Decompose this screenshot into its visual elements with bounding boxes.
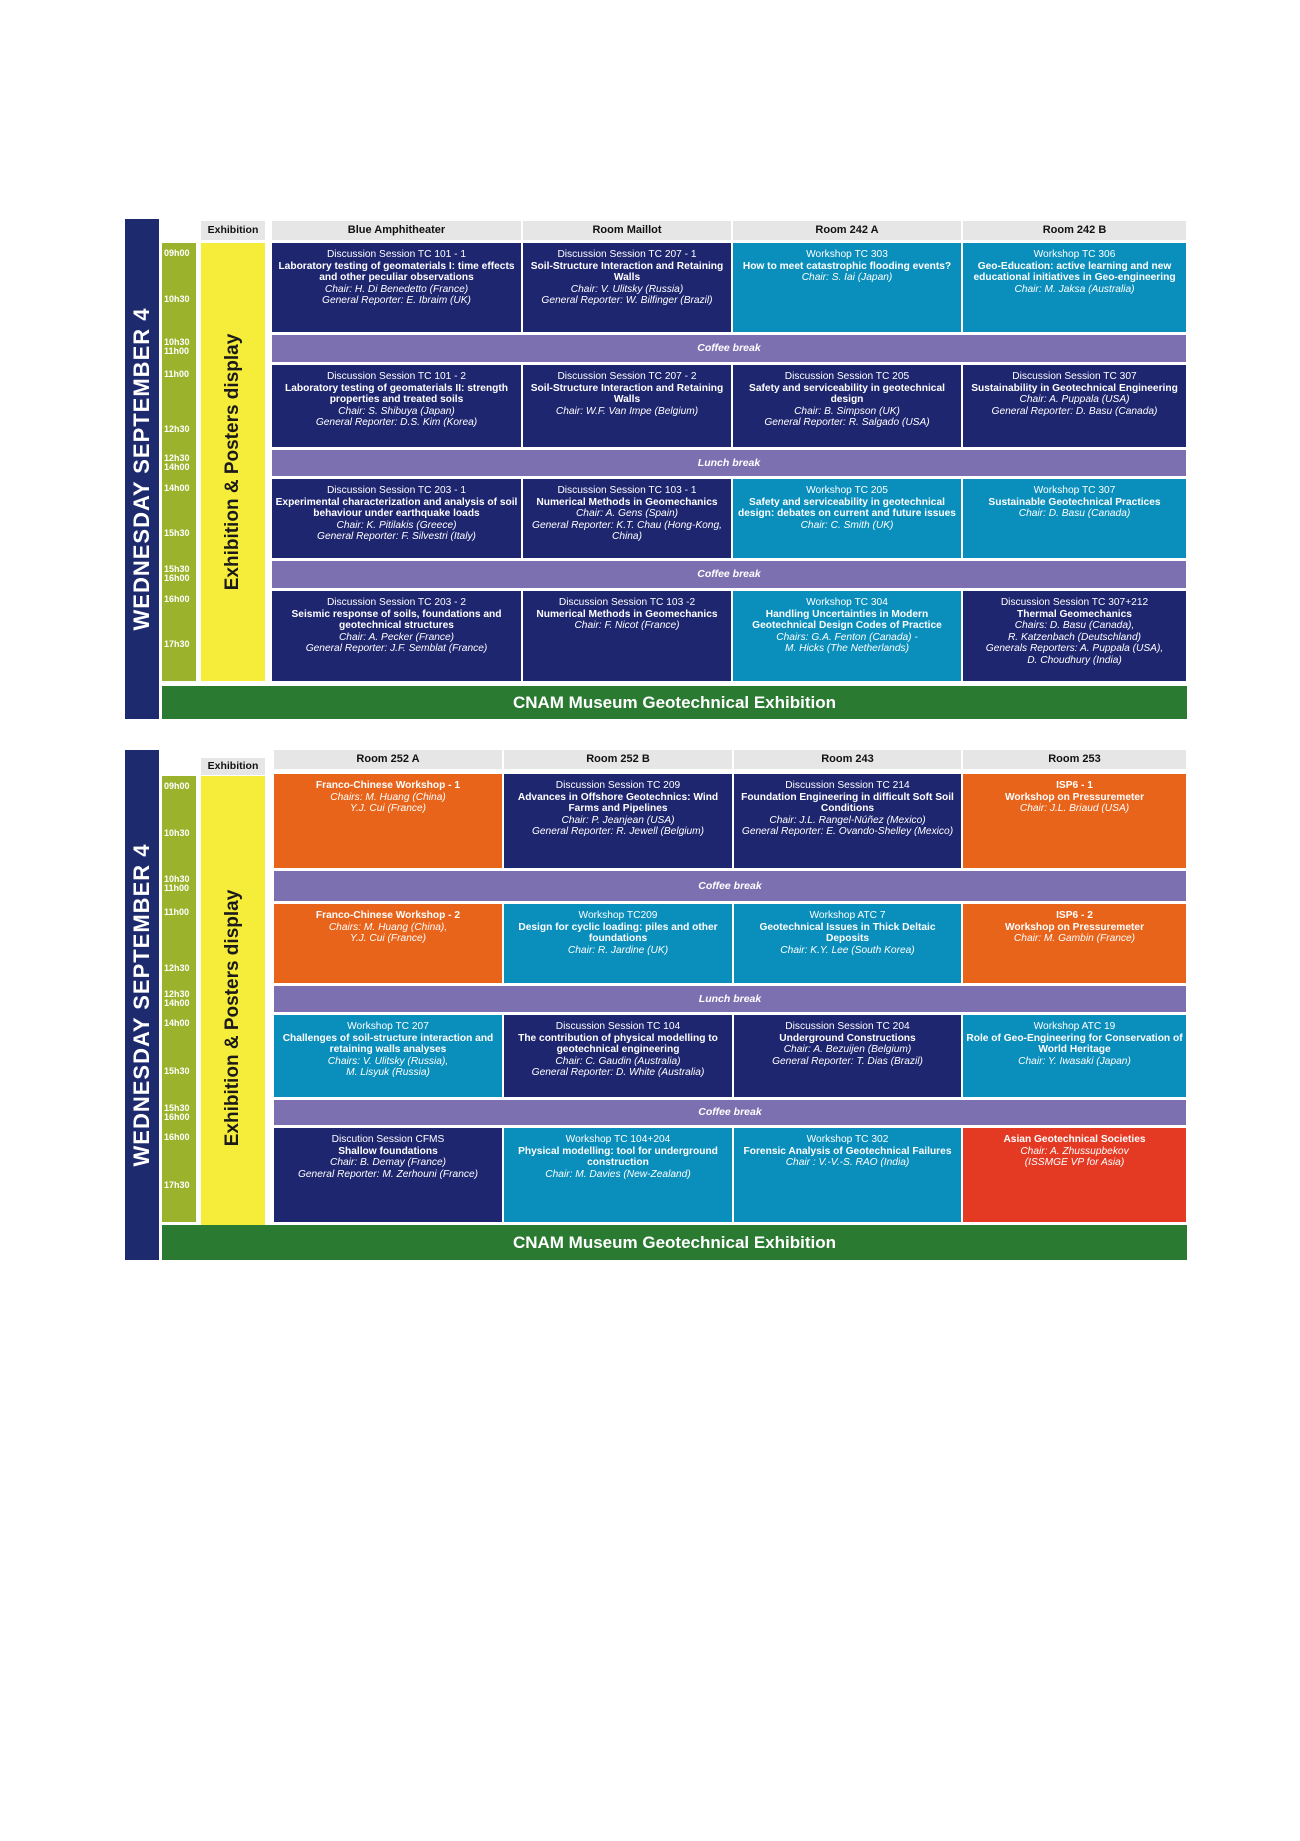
session-cell[interactable] [734, 1015, 961, 1097]
session-title: Workshop TC 104+204 [565, 1134, 671, 1145]
session-topic: Safety and serviceability in geotechnical design [749, 382, 945, 406]
session-chairs: Chairs: M. Huang (China), Y.J. Cui (France) [328, 921, 448, 945]
time-label: 11h00 [164, 883, 190, 893]
session-chairs: Chair: A. Gens (Spain) General Reporter: K.T. Chau (Hong-Kong, China) [532, 508, 722, 543]
session-cell[interactable] [523, 591, 731, 681]
session-cell[interactable] [274, 1128, 502, 1222]
session-chairs: Chair: V. Ulitsky (Russia) General Reporter: W. Bilfinger (Brazil) [541, 283, 713, 307]
day-title: WEDNESDAY SEPTEMBER 4 [129, 843, 154, 1167]
session-topic: Numerical Methods in Geomechanics [536, 608, 718, 620]
session-title: Discussion Session TC 204 [785, 1021, 910, 1032]
session-cell[interactable] [963, 243, 1186, 332]
session-title: Franco-Chinese Workshop - 2 [315, 910, 461, 921]
session-cell[interactable] [272, 243, 521, 332]
time-label: 12h30 [164, 424, 190, 434]
session-title: Discussion Session TC 104 [555, 1021, 681, 1032]
coffee-break-bar: Coffee break [274, 1100, 1186, 1125]
room-header: Room 253 [963, 750, 1186, 769]
time-label: 11h00 [164, 369, 190, 379]
session-title: Discussion Session TC 307+212 [1000, 597, 1149, 608]
session-cell[interactable] [272, 479, 521, 558]
exhibition-footer: CNAM Museum Geotechnical Exhibition [162, 1225, 1187, 1260]
session-topic: Design for cyclic loading: piles and other foundations [518, 921, 718, 945]
session-chairs: Chair: C. Gaudin (Australia) General Reporter: D. White (Australia) [531, 1055, 705, 1079]
time-label: 14h00 [164, 998, 190, 1008]
time-column [162, 776, 196, 1222]
session-chairs: Chair: B. Demay (France) General Reporter: M. Zerhouni (France) [297, 1157, 479, 1180]
session-cell[interactable] [523, 243, 731, 332]
session-cell[interactable] [963, 774, 1186, 868]
session-chairs: Chair: J.L. Rangel-Núñez (Mexico) General Reporter: E. Ovando-Shelley (Mexico) [741, 814, 954, 838]
room-header: Room Maillot [523, 221, 731, 240]
session-cell[interactable] [272, 365, 521, 447]
session-chairs: Chair: S. Shibuya (Japan) General Reporter: D.S. Kim (Korea) [315, 405, 478, 429]
session-chairs: Chair: B. Simpson (UK) General Reporter: R. Salgado (USA) [764, 405, 930, 429]
session-topic: Asian Geotechnical Societies [1003, 1134, 1146, 1145]
session-title: Discussion Session TC 205 [784, 371, 910, 382]
session-title: Discussion Session TC 209 [555, 780, 681, 791]
time-label: 16h00 [164, 573, 190, 583]
exhibition-column [201, 243, 265, 681]
session-chairs: Chair: A. Pecker (France) General Reporter: J.F. Semblat (France) [305, 631, 488, 655]
session-cell[interactable] [963, 1015, 1186, 1097]
schedule-room-group-2 [125, 750, 1187, 1260]
session-topic: How to meet catastrophic flooding events? [742, 260, 952, 272]
session-topic: Soil-Structure Interaction and Retaining Walls [530, 382, 724, 406]
session-topic: Laboratory testing of geomaterials II: strength properties and treated soils [284, 382, 509, 406]
time-label: 12h30 [164, 963, 190, 973]
time-label: 10h30 [164, 874, 190, 884]
time-label: 12h30 [164, 453, 190, 463]
room-header: Room 252 A [274, 750, 502, 769]
session-topic: Geotechnical Issues in Thick Deltaic Deposits [759, 921, 936, 945]
session-cell[interactable] [733, 591, 961, 681]
session-topic: The contribution of physical modelling to geotechnical engineering [518, 1032, 718, 1056]
time-label: 10h30 [164, 337, 190, 347]
session-topic: Seismic response of soils, foundations and geotechnical structures [291, 608, 502, 632]
time-label: 16h00 [164, 594, 190, 604]
session-title: Workshop TC 205 [806, 485, 888, 496]
session-cell[interactable] [963, 591, 1186, 681]
session-title: Discution Session CFMS [331, 1134, 445, 1145]
session-title: Workshop ATC 19 [1033, 1021, 1116, 1032]
session-topic: Role of Geo-Engineering for Conservation of World Heritage [966, 1032, 1183, 1056]
session-title: Discussion Session TC 214 [785, 780, 910, 791]
session-chairs: Chair: D. Basu (Canada) [1018, 508, 1131, 520]
time-label: 14h00 [164, 462, 190, 472]
session-cell[interactable] [733, 243, 961, 332]
time-label: 09h00 [164, 248, 190, 258]
session-chairs: Chair: Y. Iwasaki (Japan) [1018, 1055, 1131, 1067]
exhibition-header: Exhibition [201, 221, 265, 240]
exhibition-column [201, 776, 265, 1260]
session-chairs: Chair: R. Jardine (UK) [567, 944, 669, 956]
session-chairs: Chair: A. Zhussupbekov (ISSMGE VP for Asia) [1020, 1145, 1129, 1169]
session-cell[interactable] [734, 1128, 961, 1222]
session-title: Workshop TC209 [578, 910, 658, 921]
session-chairs: Chair: A. Puppala (USA) General Reporter: D. Basu (Canada) [991, 394, 1158, 417]
session-title: Discussion Session TC 103 - 1 [557, 485, 697, 496]
session-chairs: Chair : V.-V.-S. RAO (India) [785, 1157, 910, 1169]
time-column [162, 243, 196, 681]
session-cell[interactable] [733, 365, 961, 447]
session-cell[interactable] [504, 1015, 732, 1097]
session-topic: Workshop on Pressuremeter [1004, 791, 1145, 803]
session-topic: Geo-Education: active learning and new educational initiatives in Geo-engineering [973, 260, 1176, 284]
session-topic: Advances in Offshore Geotechnics: Wind Farms and Pipelines [517, 791, 719, 815]
session-title: Franco-Chinese Workshop - 1 [315, 780, 461, 791]
session-cell[interactable] [272, 591, 521, 681]
session-topic: Underground Constructions [779, 1032, 916, 1044]
session-topic: Handling Uncertainties in Modern Geotechnical Design Codes of Practice [752, 608, 942, 632]
session-chairs: Chair: M. Gambin (France) [1013, 933, 1136, 945]
session-cell[interactable] [523, 365, 731, 447]
coffee-break-bar: Coffee break [274, 871, 1186, 901]
coffee-break-bar: Coffee break [272, 335, 1186, 362]
session-title: Workshop TC 303 [806, 249, 888, 260]
session-chairs: Chair: J.L. Briaud (USA) [1019, 803, 1130, 815]
exhibition-label: Exhibition & Posters display [222, 333, 243, 591]
session-cell[interactable] [523, 479, 731, 558]
time-label: 15h30 [164, 528, 190, 538]
time-label: 10h30 [164, 294, 190, 304]
session-chairs: Chair: S. Iai (Japan) [801, 272, 893, 284]
time-label: 09h00 [164, 781, 190, 791]
session-cell[interactable] [963, 479, 1186, 558]
time-label: 15h30 [164, 1103, 190, 1113]
session-cell[interactable] [274, 904, 502, 983]
session-chairs: Chairs: M. Huang (China) Y.J. Cui (France) [330, 791, 446, 815]
session-title: Discussion Session TC 101 - 2 [326, 371, 467, 382]
time-label: 16h00 [164, 1132, 190, 1142]
session-chairs: Chair: F. Nicot (France) [574, 620, 680, 632]
lunch-break-bar: Lunch break [274, 986, 1186, 1012]
session-title: ISP6 - 2 [1056, 910, 1093, 921]
session-topic: Shallow foundations [338, 1145, 438, 1157]
session-chairs: Chair: K. Pitilakis (Greece) General Reporter: F. Silvestri (Italy) [317, 519, 476, 543]
time-label: 14h00 [164, 1018, 190, 1028]
day-title: WEDNESDAY SEPTEMBER 4 [129, 307, 154, 631]
time-label: 15h30 [164, 564, 190, 574]
session-chairs: Chairs: G.A. Fenton (Canada) - M. Hicks (The Netherlands) [776, 631, 918, 655]
session-topic: Numerical Methods in Geomechanics [536, 496, 718, 508]
day-bar [125, 750, 159, 1260]
time-label: 16h00 [164, 1112, 190, 1122]
session-topic: Forensic Analysis of Geotechnical Failures [743, 1145, 952, 1157]
session-cell[interactable] [504, 1128, 732, 1222]
session-topic: Experimental characterization and analysis of soil behaviour under earthquake loads [275, 496, 518, 520]
session-cell[interactable] [734, 774, 961, 868]
session-topic: Sustainable Geotechnical Practices [988, 496, 1161, 508]
session-topic: Sustainability in Geotechnical Engineering [971, 382, 1178, 394]
session-cell[interactable] [274, 1015, 502, 1097]
room-header: Blue Amphitheater [272, 221, 521, 240]
coffee-break-bar: Coffee break [272, 561, 1186, 588]
session-cell[interactable] [963, 904, 1186, 983]
session-chairs: Chair: K.Y. Lee (South Korea) [780, 944, 915, 956]
session-title: Discussion Session TC 207 - 1 [557, 249, 697, 260]
room-header: Room 242 B [963, 221, 1186, 240]
session-cell[interactable] [734, 904, 961, 983]
session-cell[interactable] [733, 479, 961, 558]
time-label: 12h30 [164, 989, 190, 999]
session-title: Discussion Session TC 207 - 2 [557, 371, 697, 382]
session-chairs: Chair: M. Jaksa (Australia) [1014, 283, 1135, 295]
time-label: 11h00 [164, 907, 190, 917]
session-title: Workshop ATC 7 [809, 910, 886, 921]
session-topic: Workshop on Pressuremeter [1004, 921, 1145, 933]
session-chairs: Chair: A. Bezuijen (Belgium) General Reporter: T. Dias (Brazil) [772, 1044, 923, 1067]
day-bar [125, 219, 159, 719]
session-chairs: Chair: P. Jeanjean (USA) General Reporter: R. Jewell (Belgium) [531, 814, 705, 838]
session-topic: Physical modelling: tool for underground construction [518, 1145, 718, 1169]
session-topic: Foundation Engineering in difficult Soft Soil Conditions [741, 791, 954, 815]
session-chairs: Chair: H. Di Benedetto (France) General Reporter: E. Ibraim (UK) [322, 283, 471, 307]
exhibition-header: Exhibition [201, 758, 265, 775]
session-title: Discussion Session TC 103 -2 [558, 597, 696, 608]
time-label: 15h30 [164, 1066, 190, 1076]
time-label: 11h00 [164, 346, 190, 356]
session-chairs: Chair: C. Smith (UK) [800, 519, 894, 531]
session-chairs: Chairs: D. Basu (Canada), R. Katzenbach (Deutschland) Generals Reporters: A. Puppala (USA), D. Choudhury (India) [985, 620, 1164, 666]
session-cell[interactable] [504, 904, 732, 983]
session-title: Workshop TC 306 [1033, 249, 1116, 260]
session-chairs: Chair: M. Davies (New-Zealand) [545, 1168, 691, 1180]
session-title: Workshop TC 302 [806, 1134, 889, 1145]
session-title: Workshop TC 207 [347, 1021, 429, 1032]
time-label: 14h00 [164, 483, 190, 493]
session-cell[interactable] [274, 774, 502, 868]
session-title: Workshop TC 307 [1033, 485, 1116, 496]
session-topic: Challenges of soil-structure interaction and retaining walls analyses [282, 1032, 494, 1056]
session-title: Discussion Session TC 203 - 1 [326, 485, 467, 496]
exhibition-label: Exhibition & Posters display [222, 889, 243, 1147]
room-header: Room 242 A [733, 221, 961, 240]
lunch-break-bar: Lunch break [272, 450, 1186, 476]
session-cell[interactable] [963, 365, 1186, 447]
session-title: Workshop TC 304 [806, 597, 888, 608]
session-topic: Soil-Structure Interaction and Retaining Walls [530, 260, 724, 284]
schedule-room-group-1 [125, 219, 1187, 719]
room-header: Room 252 B [504, 750, 732, 769]
time-label: 17h30 [164, 639, 190, 649]
room-header: Room 243 [734, 750, 961, 769]
session-title: Discussion Session TC 101 - 1 [326, 249, 467, 260]
session-topic: Thermal Geomechanics [1017, 608, 1132, 620]
session-title: Discussion Session TC 203 - 2 [326, 597, 467, 608]
session-topic: Laboratory testing of geomaterials I: time effects and other peculiar observations [278, 260, 515, 284]
session-cell[interactable] [504, 774, 732, 868]
exhibition-footer: CNAM Museum Geotechnical Exhibition [162, 686, 1187, 719]
session-title: Discussion Session TC 307 [1012, 371, 1137, 382]
session-chairs: Chairs: V. Ulitsky (Russia), M. Lisyuk (Russia) [327, 1055, 449, 1079]
session-chairs: Chair: W.F. Van Impe (Belgium) [555, 405, 699, 417]
session-cell[interactable] [963, 1128, 1186, 1222]
time-label: 10h30 [164, 828, 190, 838]
time-label: 17h30 [164, 1180, 190, 1190]
session-title: ISP6 - 1 [1056, 780, 1093, 791]
session-topic: Safety and serviceability in geotechnical design: debates on current and future issues [738, 496, 956, 520]
